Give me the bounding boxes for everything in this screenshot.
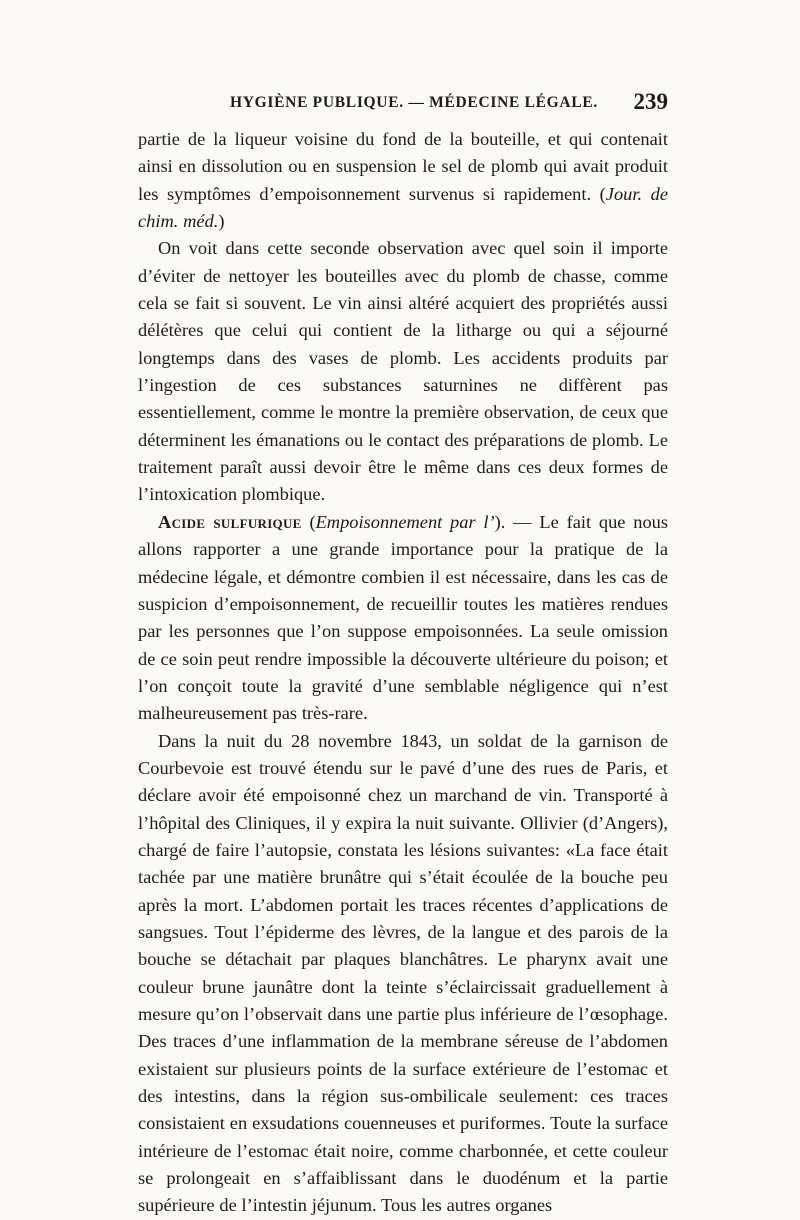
paragraph-2 (138, 235, 668, 508)
section-heading: Acide sulfurique (158, 511, 302, 532)
citation-close: ) (218, 211, 225, 232)
section-heading-paren-close: ). — (494, 511, 532, 532)
paragraph-2-text: On voit dans cette seconde observation avec quel soin il importe d’éviter de nettoyer les bouteilles avec du plomb de chasse, comme cela se fait si souvent. Le vin ainsi altéré acquiert des propriétés aussi délétères que celui qui contient de la litharge ou qui a séjourné longtemps dans des vases de plomb. Les accidents produits par l’ingestion de ces substances saturnines ne diffèrent pas essentiellement, comme le montre la première observation, de ceux que déterminent les émanations ou le contact des préparations de plomb. Le traitement paraît aussi devoir être le même dans ces deux formes de l’intoxication plombique. (138, 238, 668, 505)
paragraph-3-text: Le fait que nous allons rapporter a une grande importance pour la pratique de la médecine légale, et démontre combien il est nécessaire, dans les cas de suspicion d’empoisonnement, de recueillir toutes les matières rendues par les personnes que l’on suppose empoisonnées. La seule omission de ce soin peut rendre impossible la découverte ultérieure du poison; et l’on conçoit toute la gravité d’une semblable négligence qui n’est malheureusement pas très-rare. (138, 511, 669, 724)
paragraph-4-text: Dans la nuit du 28 novembre 1843, un soldat de la garnison de Courbevoie est trouvé étendu sur le pavé d’une des rues de Paris, et déclare avoir été empoisonné chez un marchand de vin. Transporté à l’hôpital des Cliniques, il y expira la nuit suivante. Ollivier (d’Angers), chargé de faire l’autopsie, constata les lésions suivantes: «La face était tachée par une matière brunâtre qui s’était écoulée de la bouche peu après la mort. L’abdomen portait les traces récentes d’applications de sangsues. Tout l’épiderme des lèvres, de la langue et des parois de la bouche se détachait par plaques blanchâtres. Le pharynx avait une couleur brune jaunâtre dont la teinte s’éclaircissait graduellement à mesure qu’on l’observait dans une partie plus inférieure de l’œsophage. Des traces d’une inflammation de la membrane séreuse de l’abdomen existaient sur plusieurs points de la surface extérieure de l’estomac et des intestins, dans la région sus-ombilicale seulement: ces traces consistaient en exsudations couenneuses et puriformes. Toute la surface intérieure de l’estomac était noire, comme charbonnée, et cette couleur se prolongeait en s’affaiblissant dans le duodénum et la partie supérieure de l’intestin jéjunum. Tous les autres organes (138, 730, 668, 1216)
page-number: 239 (633, 89, 668, 114)
paragraph-1-text: partie de la liqueur voisine du fond de la bouteille, et qui contenait ainsi en dissolution ou en suspension le sel de plomb qui avait produit les symptômes d’empoisonnement survenus si rapidement. ( (138, 129, 668, 204)
running-title: HYGIÈNE PUBLIQUE. — MÉDECINE LÉGALE. (230, 94, 598, 111)
paragraph-3 (138, 509, 668, 728)
document-page (138, 90, 668, 1220)
section-heading-paren-open: ( (301, 511, 316, 532)
section-heading-note: Empoisonnement par l’ (315, 511, 495, 532)
citation: Jour. de chim. méd. (138, 183, 668, 232)
body-text (138, 126, 668, 1220)
page-header (138, 90, 668, 120)
paragraph-1 (138, 126, 668, 235)
paragraph-4 (138, 728, 668, 1220)
